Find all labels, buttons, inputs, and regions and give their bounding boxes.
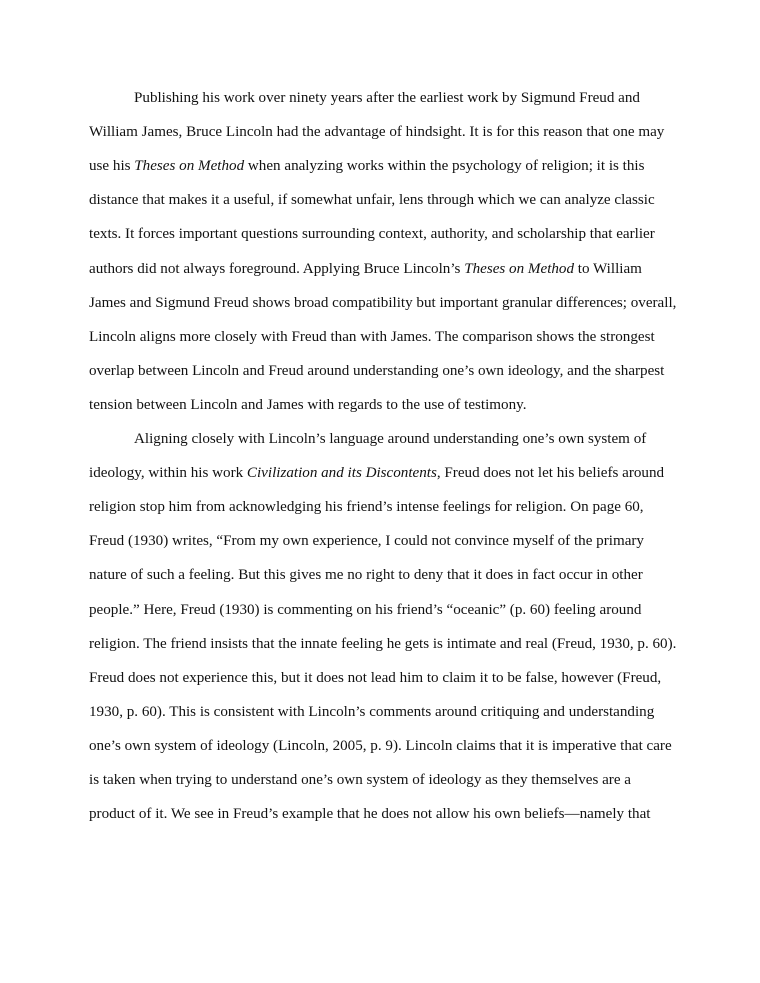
text-line [89,463,664,483]
body-text: William James, Bruce Lincoln had the advantage of hindsight. It is for this reason that one may [89,124,665,141]
text-line [134,88,640,108]
text-line [89,361,664,381]
body-text: authors did not always foreground. Applying Bruce Lincoln’s [89,260,465,277]
text-line [89,497,644,517]
text-line [89,259,642,279]
text-line [89,224,655,244]
text-line [89,293,676,313]
text-line [89,531,644,551]
text-line [89,634,676,654]
text-line [89,156,644,176]
body-text: religion stop him from acknowledging his friend’s intense feelings for religion. On page 60, [89,499,644,516]
italic-title-text: Theses on Method [464,260,575,277]
body-text: distance that makes it a useful, if somewhat unfair, lens through which we can analyze classic [89,192,655,209]
text-line [89,804,650,824]
body-text: product of it. We see in Freud’s example that he does not allow his own beliefs—namely that [89,806,651,823]
text-line [89,122,664,142]
body-text: to William [574,260,642,277]
italic-title-text: Theses on Method [134,158,245,175]
text-line [89,600,641,620]
body-text: tension between Lincoln and James with regards to the use of testimony. [89,396,527,413]
body-text: is taken when trying to understand one’s own system of ideology as they themselves are a [89,772,631,788]
text-line [89,565,643,585]
text-line [89,668,661,688]
body-text: use his [89,158,135,175]
body-text: when analyzing works within the psychology of religion; it is this [244,158,645,175]
body-text: people.” Here, Freud (1930) is commenting on his friend’s “oceanic” (p. 60) feeling around [89,601,642,618]
text-line [134,429,646,449]
body-text: nature of such a feeling. But this gives me no right to deny that it does in fact occur in other [89,567,643,584]
body-text: Lincoln aligns more closely with Freud than with James. The comparison shows the strongest [89,328,655,345]
body-text: 1930, p. 60). This is consistent with Lincoln’s comments around critiquing and understanding [89,703,655,720]
italic-title-text: Civilization and its Discontents [246,465,437,482]
body-text: texts. It forces important questions surrounding context, authority, and scholarship that earlier [89,226,655,243]
body-text: religion. The friend insists that the innate feeling he gets is intimate and real (Freud, 1930, p. 60). [89,635,677,652]
body-text: Publishing his work over ninety years after the earliest work by Sigmund Freud and [134,90,640,106]
body-text: Freud (1930) writes, “From my own experience, I could not convince myself of the primary [89,533,644,550]
text-line [89,190,655,210]
body-text: Aligning closely with Lincoln’s language around understanding one’s own system of [134,431,647,447]
body-text: Freud does not experience this, but it does not lead him to claim it to be false, however (Freud, [89,669,662,686]
body-text: overlap between Lincoln and Freud around understanding one’s own ideology, and the sharpest [89,362,665,379]
body-text: James and Sigmund Freud shows broad compatibility but important granular differences; overall, [89,294,677,311]
text-line [89,736,672,756]
body-text: , Freud does not let his beliefs around [436,465,665,482]
body-text: ideology, within his work [89,465,247,482]
body-text: one’s own system of ideology (Lincoln, 2005, p. 9). Lincoln claims that it is imperative that care [89,737,672,754]
text-line [89,770,631,790]
text-line [89,327,655,347]
text-line [89,395,526,415]
text-line [89,702,654,722]
